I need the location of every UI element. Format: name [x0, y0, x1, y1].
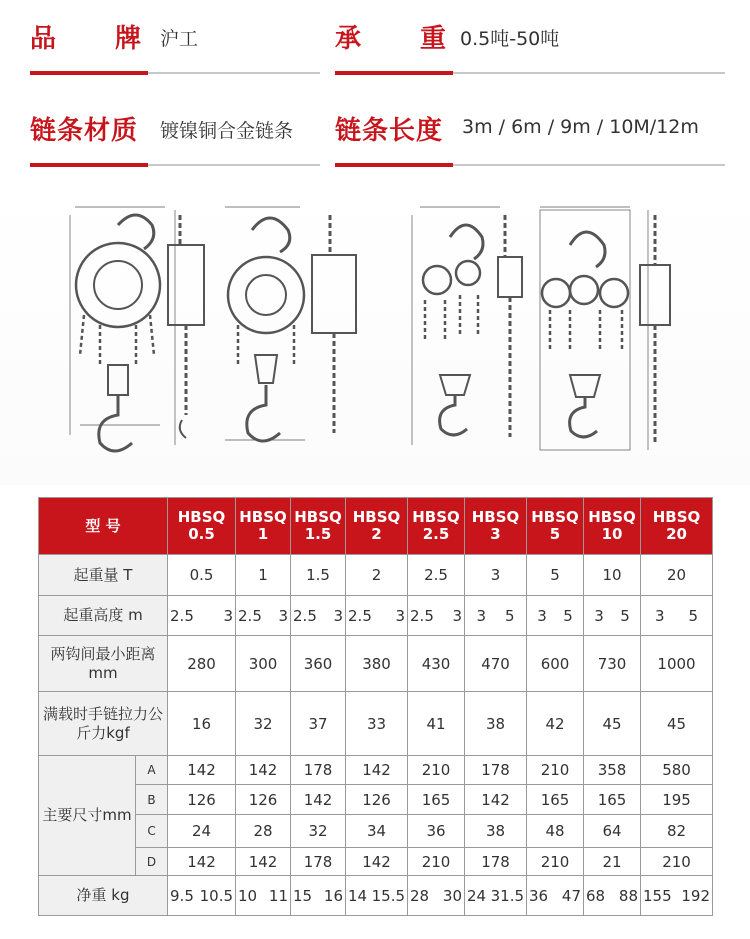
table-cell: 20: [641, 555, 713, 596]
table-cell: 210: [408, 848, 465, 876]
table-cell: 142: [465, 785, 527, 815]
table-cell: 430: [408, 636, 465, 692]
table-cell: 36: [408, 815, 465, 848]
table-cell: 210: [641, 848, 713, 876]
table-cell: 142: [346, 756, 408, 785]
table-cell: 9.5 10.5: [168, 876, 236, 916]
table-cell: 16: [168, 692, 236, 756]
table-cell: 280: [168, 636, 236, 692]
table-cell: 470: [465, 636, 527, 692]
table-cell: 28: [236, 815, 291, 848]
table-cell: 210: [408, 756, 465, 785]
table-cell: 300: [236, 636, 291, 692]
table-cell: 10 11: [236, 876, 291, 916]
chain-material-label: 链条材质: [30, 116, 139, 146]
table-cell: 24 31.5: [465, 876, 527, 916]
table-cell: 165: [527, 785, 584, 815]
table-cell: 2.5 3: [408, 596, 465, 636]
table-row: [39, 848, 713, 876]
table-cell: 178: [291, 756, 346, 785]
load-spec: [335, 0, 725, 74]
table-cell: 68 88: [584, 876, 641, 916]
table-cell: 178: [465, 756, 527, 785]
chain-length-value: 3m / 6m / 9m / 10M/12m: [462, 116, 699, 138]
table-cell: 178: [291, 848, 346, 876]
table-cell: 5: [527, 555, 584, 596]
table-cell: 142: [291, 785, 346, 815]
model-header-cell: HBSQ 10: [584, 498, 641, 555]
model-header-cell: HBSQ 3: [465, 498, 527, 555]
table-cell: 142: [168, 756, 236, 785]
table-cell: 33: [346, 692, 408, 756]
table-cell: 730: [584, 636, 641, 692]
hoist-front-view-3: [412, 207, 500, 445]
model-header-cell: HBSQ 2: [346, 498, 408, 555]
chain-material-spec: [30, 92, 320, 166]
hoist-side-view-4: [640, 210, 670, 450]
table-row: [39, 815, 713, 848]
dim-sub-label: D: [136, 848, 168, 876]
hoist-side-view-2: [312, 215, 356, 433]
row-label: 起重高度 m: [39, 596, 168, 636]
table-cell: 34: [346, 815, 408, 848]
table-cell: 15 16: [291, 876, 346, 916]
table-cell: 155 192: [641, 876, 713, 916]
spec-table: [38, 497, 713, 916]
table-cell: 45: [584, 692, 641, 756]
table-cell: 2.5: [408, 555, 465, 596]
hoist-drawings: [0, 185, 750, 485]
table-cell: 2.5 3: [236, 596, 291, 636]
table-cell: 126: [346, 785, 408, 815]
table-cell: 2.5 3: [346, 596, 408, 636]
hoist-front-view-1: [70, 207, 165, 451]
table-cell: 142: [168, 848, 236, 876]
table-cell: 210: [527, 848, 584, 876]
dim-sub-label: C: [136, 815, 168, 848]
model-header-cell: HBSQ 1: [236, 498, 291, 555]
table-cell: 126: [236, 785, 291, 815]
table-cell: 178: [465, 848, 527, 876]
table-cell: 2.5 3: [291, 596, 346, 636]
table-cell: 1: [236, 555, 291, 596]
table-cell: 360: [291, 636, 346, 692]
model-header-cell: HBSQ 0.5: [168, 498, 236, 555]
hoist-side-view-1: [168, 210, 204, 445]
model-header: 型 号: [39, 498, 168, 555]
model-header-cell: HBSQ 2.5: [408, 498, 465, 555]
table-cell: 37: [291, 692, 346, 756]
table-cell: 82: [641, 815, 713, 848]
table-row: [39, 692, 713, 756]
table-cell: 48: [527, 815, 584, 848]
table-row: [39, 756, 713, 785]
spec-row-2: [0, 92, 750, 166]
brand-value: 沪工: [160, 28, 199, 50]
table-cell: 210: [527, 756, 584, 785]
table-row: [39, 555, 713, 596]
table-cell: 3 5: [584, 596, 641, 636]
table-cell: 38: [465, 692, 527, 756]
table-cell: 32: [291, 815, 346, 848]
table-cell: 14 15.5: [346, 876, 408, 916]
table-row: [39, 636, 713, 692]
row-label: 净重 kg: [39, 876, 168, 916]
table-cell: 358: [584, 756, 641, 785]
dim-sub-label: B: [136, 785, 168, 815]
table-cell: 1.5: [291, 555, 346, 596]
model-header-cell: HBSQ 20: [641, 498, 713, 555]
table-row: [39, 596, 713, 636]
table-cell: 2: [346, 555, 408, 596]
table-cell: 380: [346, 636, 408, 692]
table-cell: 580: [641, 756, 713, 785]
table-cell: 21: [584, 848, 641, 876]
chain-material-value: 镀镍铜合金链条: [160, 120, 294, 142]
load-label: 承 重: [335, 24, 447, 54]
model-header-cell: HBSQ 5: [527, 498, 584, 555]
table-cell: 3 5: [465, 596, 527, 636]
dim-sub-label: A: [136, 756, 168, 785]
spec-row-1: [0, 0, 750, 74]
chain-length-spec: [335, 92, 725, 166]
table-cell: 36 47: [527, 876, 584, 916]
divider: [30, 72, 320, 74]
table-row: [39, 876, 713, 916]
table-cell: 45: [641, 692, 713, 756]
table-cell: 1000: [641, 636, 713, 692]
table-cell: 165: [584, 785, 641, 815]
table-cell: 165: [408, 785, 465, 815]
hoist-front-view-2: [225, 207, 305, 441]
brand-spec: [30, 0, 320, 74]
divider: [335, 72, 725, 74]
table-cell: 3 5: [641, 596, 713, 636]
table-cell: 142: [346, 848, 408, 876]
table-cell: 126: [168, 785, 236, 815]
divider: [30, 164, 320, 166]
hoist-front-view-4: [540, 207, 630, 450]
table-cell: 38: [465, 815, 527, 848]
table-cell: 24: [168, 815, 236, 848]
table-cell: 3: [465, 555, 527, 596]
table-cell: 41: [408, 692, 465, 756]
table-cell: 42: [527, 692, 584, 756]
table-cell: 2.5 3: [168, 596, 236, 636]
row-label: 满载时手链拉力公斤力kgf: [39, 692, 168, 756]
table-cell: 142: [236, 756, 291, 785]
table-cell: 32: [236, 692, 291, 756]
brand-label: 品 牌: [30, 24, 142, 54]
row-label: 起重量 T: [39, 555, 168, 596]
dim-label: 主要尺寸mm: [39, 756, 136, 876]
load-value: 0.5吨-50吨: [460, 28, 560, 50]
table-cell: 28 30: [408, 876, 465, 916]
table-cell: 195: [641, 785, 713, 815]
table-cell: 64: [584, 815, 641, 848]
chain-length-label: 链条长度: [335, 116, 444, 146]
model-header-cell: HBSQ 1.5: [291, 498, 346, 555]
table-header-row: [39, 498, 713, 555]
table-row: [39, 785, 713, 815]
table-cell: 10: [584, 555, 641, 596]
divider: [335, 164, 725, 166]
hoist-side-view-3: [498, 215, 522, 437]
table-cell: 3 5: [527, 596, 584, 636]
table-cell: 600: [527, 636, 584, 692]
hoist-drawing-image: [0, 185, 750, 485]
row-label: 两钩间最小距离mm: [39, 636, 168, 692]
table-cell: 0.5: [168, 555, 236, 596]
table-cell: 142: [236, 848, 291, 876]
